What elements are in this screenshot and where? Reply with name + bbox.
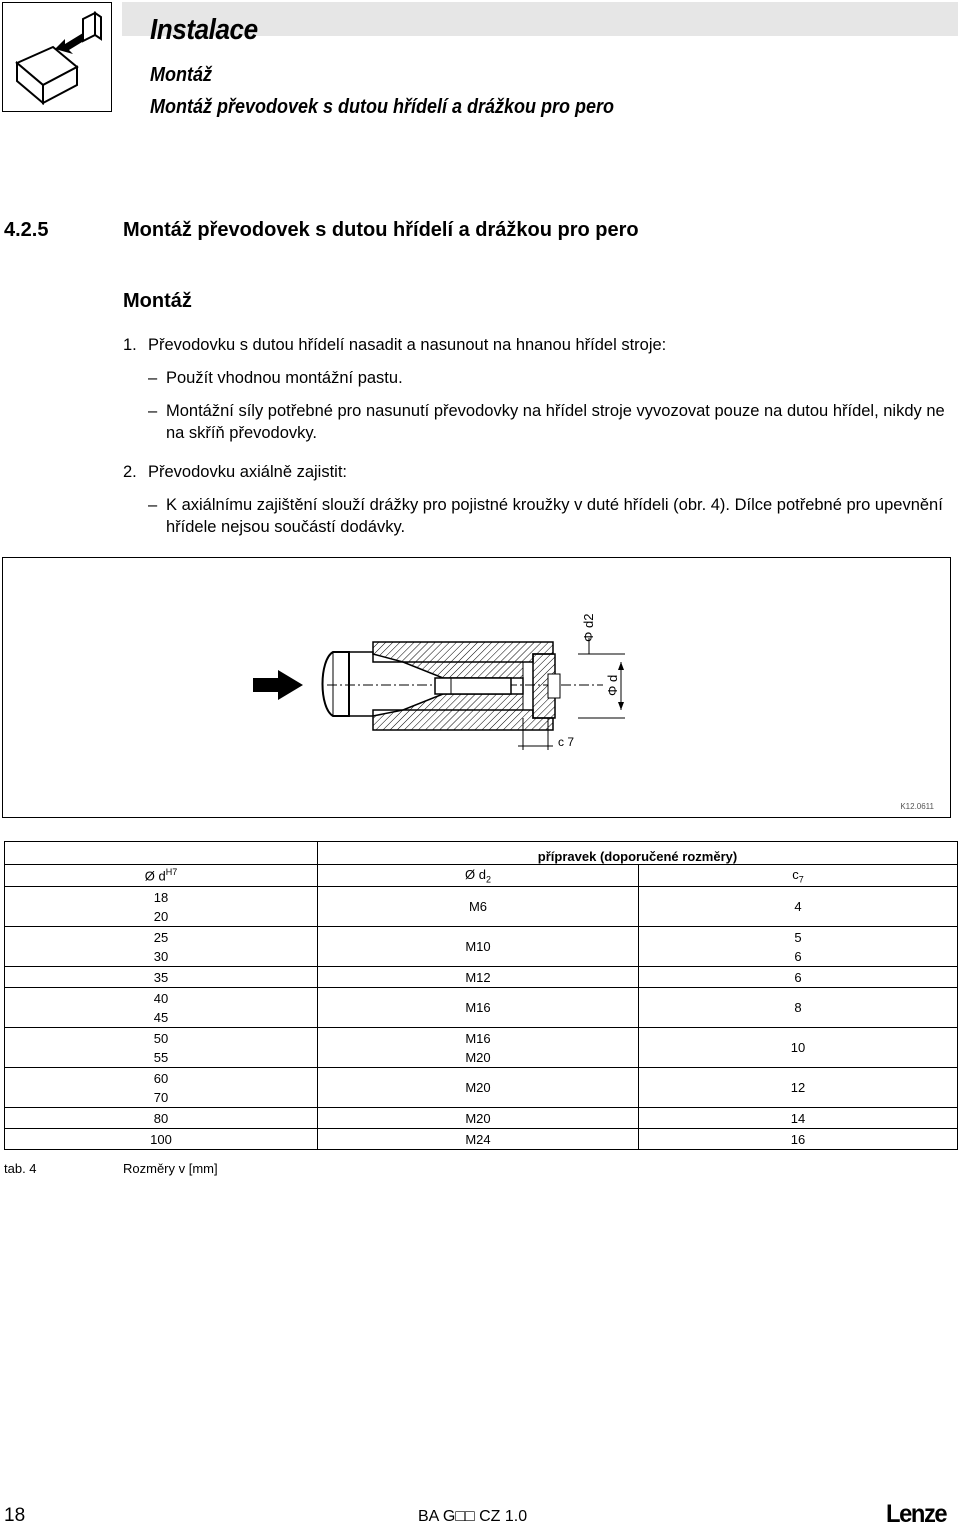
cell-value: 35 [153, 969, 169, 985]
step-1-text: Převodovku s dutou hřídelí nasadit a nasunout na hnanou hřídel stroje: [148, 336, 667, 354]
table-cell [5, 967, 318, 988]
cell-value: 30 [153, 948, 169, 964]
cell-value: M20 [465, 1049, 491, 1065]
table-cell [5, 927, 318, 967]
col-header-c7: $c_7$ [639, 865, 958, 887]
label-d2: Φ d2 [581, 613, 596, 642]
table-cell [639, 1068, 958, 1108]
cell-value: 18 [153, 889, 169, 905]
table-cell [5, 1028, 318, 1068]
mounting-icon [2, 2, 112, 112]
cell-value: 50 [153, 1030, 169, 1046]
table-units: Rozměry v [mm] [123, 1161, 218, 1176]
step-1-bullet-2: Montážní síly potřebné pro nasunutí převodovky na hřídel stroje vyvozovat pouze na dutou hřídel, nikdy ne na skříň převodovky. [166, 402, 945, 442]
table-row [5, 887, 958, 927]
table-cell [639, 887, 958, 927]
cell-value: 25 [153, 929, 169, 945]
table-cell [318, 1108, 639, 1129]
cell-value: 5 [794, 929, 802, 945]
cell-value: 12 [790, 1080, 806, 1095]
lenze-logo: Lenze [886, 1500, 947, 1528]
page-subtitle: Montáž [150, 64, 213, 86]
cell-value: 14 [790, 1110, 806, 1126]
table-cell [5, 1108, 318, 1129]
cell-value: M20 [465, 1080, 491, 1095]
hollow-shaft-drawing [3, 558, 949, 816]
step-1-bullet-1: Použít vhodnou montážní pastu. [166, 369, 403, 387]
figure-hollow-shaft [2, 557, 951, 818]
figure-code: K12.0611 [900, 802, 934, 811]
cell-value: 70 [153, 1089, 169, 1105]
cell-value: M6 [468, 899, 488, 914]
table-cell [639, 927, 958, 967]
cell-value: 8 [794, 1000, 802, 1015]
cell-value: M20 [465, 1110, 491, 1126]
table-cell [318, 1028, 639, 1068]
section-title: Montáž převodovek s dutou hřídelí a drážkou pro pero [123, 219, 639, 241]
table-cell [318, 988, 639, 1028]
table-cell [639, 967, 958, 988]
cell-value: 40 [153, 990, 169, 1006]
table-cell [5, 1129, 318, 1150]
cell-value: M10 [465, 939, 491, 954]
section-number: 4.2.5 [4, 219, 49, 241]
spec-table [4, 841, 958, 1150]
cell-value: M16 [465, 1000, 491, 1015]
page-subtitle-2: Montáž převodovek s dutou hřídelí a drážkou pro pero [150, 96, 615, 118]
cell-value: 10 [790, 1040, 806, 1055]
cell-value: 60 [153, 1070, 169, 1086]
table-cell [639, 1108, 958, 1129]
table-cell [318, 927, 639, 967]
table-row [5, 988, 958, 1028]
bullet-dash: – [148, 496, 158, 514]
cell-value: 55 [153, 1049, 169, 1065]
table-cell [318, 887, 639, 927]
step-2-text: Převodovku axiálně zajistit: [148, 463, 348, 481]
cell-value: 16 [790, 1131, 806, 1147]
cell-value: M24 [465, 1131, 491, 1147]
cell-value: 4 [794, 899, 802, 914]
table-label: tab. 4 [4, 1161, 37, 1176]
page-title: Instalace [150, 14, 258, 46]
col-header-d: Ø $d^{H7}$ [5, 865, 318, 887]
step-2-number: 2. [123, 463, 137, 481]
label-c7: c 7 [558, 735, 575, 749]
table-cell [639, 1129, 958, 1150]
table-row [5, 1068, 958, 1108]
table-cell [318, 1129, 639, 1150]
document-code: BA G□□ CZ 1.0 [418, 1508, 528, 1525]
table-cell [318, 967, 639, 988]
table-cell [639, 1028, 958, 1068]
cell-value: M12 [465, 969, 491, 985]
cell-value: M16 [465, 1030, 491, 1046]
bullet-dash: – [148, 369, 158, 387]
table-row [5, 1129, 958, 1150]
table-cell [639, 988, 958, 1028]
table-row [5, 1108, 958, 1129]
cell-value: 6 [794, 969, 802, 985]
page-number: 18 [4, 1505, 26, 1526]
cell-value: 80 [153, 1110, 169, 1126]
cell-value: 100 [150, 1131, 172, 1147]
table-cell [318, 1068, 639, 1108]
table-cell [5, 887, 318, 927]
subheading: Montáž [123, 290, 192, 312]
label-d: Φ d [605, 674, 620, 696]
table-row [5, 1028, 958, 1068]
table-caption: přípravek (doporučené rozměry) [318, 842, 958, 865]
col-header-d2: Ø $d_2$ [318, 865, 639, 887]
table-cell [5, 988, 318, 1028]
table-cell [5, 1068, 318, 1108]
step-2-bullet-1: K axiálnímu zajištění slouží drážky pro pojistné kroužky v duté hřídeli (obr. 4). Dílce potřebné pro upevnění hřídele nejsou součástí dodávky. [166, 496, 943, 536]
table-row [5, 927, 958, 967]
cell-value: 20 [153, 908, 169, 924]
table-corner [5, 842, 318, 865]
step-1-number: 1. [123, 336, 137, 354]
cell-value: 6 [794, 948, 802, 964]
bullet-dash: – [148, 402, 158, 420]
table-row [5, 967, 958, 988]
cell-value: 45 [153, 1009, 169, 1025]
